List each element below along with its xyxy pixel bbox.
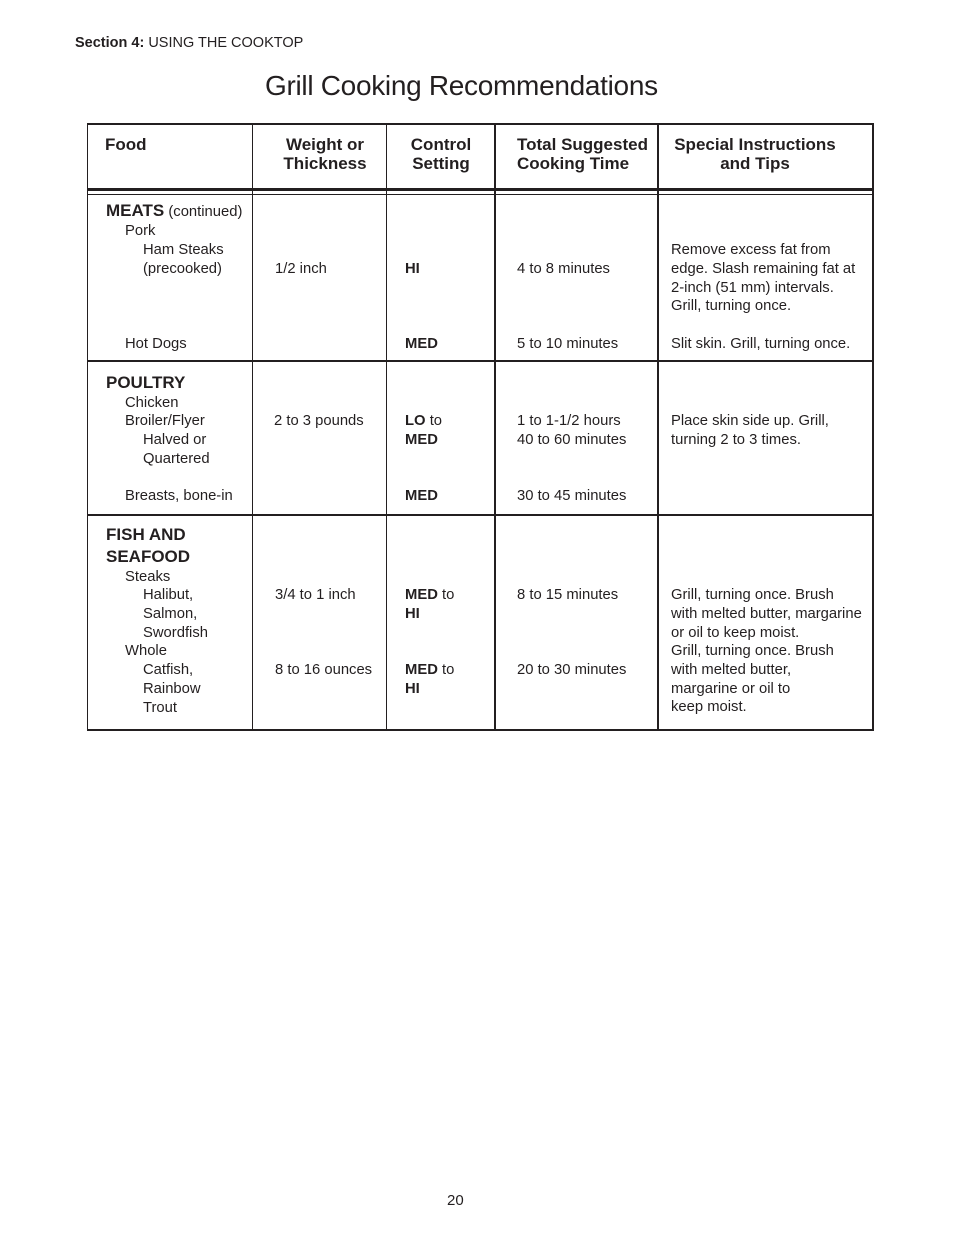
table-border-top bbox=[87, 123, 874, 125]
page-title: Grill Cooking Recommendations bbox=[265, 70, 658, 101]
food-hot-dogs: Hot Dogs bbox=[125, 336, 187, 352]
time-whole: 20 to 30 minutes bbox=[517, 662, 627, 678]
food-steaks-line-3: Salmon, bbox=[143, 605, 198, 622]
time-steaks: 8 to 15 minutes bbox=[517, 587, 619, 603]
col-divider-4 bbox=[657, 123, 659, 731]
tips-ham-line-4: Grill, turning once. bbox=[671, 298, 792, 315]
col-divider-2 bbox=[386, 123, 387, 731]
col-divider-3 bbox=[494, 123, 496, 731]
header-weight-line-2: Thickness bbox=[283, 153, 367, 173]
time-breasts: 30 to 45 minutes bbox=[517, 488, 627, 504]
time-chicken bbox=[517, 412, 626, 450]
header-rule-thick bbox=[87, 188, 874, 191]
category-fish-line-2: SEAFOOD bbox=[106, 547, 191, 566]
page-number: 20 bbox=[447, 1192, 464, 1209]
header-time bbox=[517, 136, 648, 173]
food-ham-line-1: Ham Steaks bbox=[143, 242, 224, 258]
food-whole-list bbox=[143, 661, 201, 717]
tips-chicken bbox=[671, 412, 829, 450]
header-control-line-1: Control bbox=[410, 135, 472, 154]
table-border-bottom bbox=[87, 729, 874, 731]
setting-hot-dogs: MED bbox=[405, 336, 438, 352]
tips-chicken-line-1: Place skin side up. Grill, bbox=[671, 413, 829, 429]
tips-chicken-line-2: turning 2 to 3 times. bbox=[671, 431, 801, 448]
food-steaks-label: Steaks bbox=[125, 569, 171, 585]
continued-label: (continued) bbox=[168, 204, 243, 220]
category-meats bbox=[106, 200, 242, 222]
col-divider-1 bbox=[252, 123, 253, 731]
setting-chicken bbox=[405, 412, 442, 450]
header-weight-line-1: Weight or bbox=[285, 135, 365, 154]
time-hot-dogs: 5 to 10 minutes bbox=[517, 336, 619, 352]
food-steaks-line-4: Swordfish bbox=[143, 624, 208, 641]
header-weight bbox=[264, 136, 386, 173]
time-chicken-line-1: 1 to 1-1/2 hours bbox=[517, 413, 621, 429]
col-border-right bbox=[872, 123, 874, 731]
food-chicken-line-4: Quartered bbox=[143, 450, 210, 467]
header-tips-line-1: Special Instructions bbox=[674, 135, 836, 154]
section-label: Section 4: bbox=[75, 35, 145, 51]
food-ham-steaks bbox=[143, 241, 224, 279]
food-chicken-line-3a: Halved or bbox=[143, 432, 207, 448]
tips-ham-line-1: Remove excess fat from bbox=[671, 242, 831, 258]
section-name: USING THE COOKTOP bbox=[148, 35, 304, 51]
category-fish-line-1: FISH AND bbox=[106, 525, 186, 544]
time-ham: 4 to 8 minutes bbox=[517, 261, 610, 277]
header-control-line-2: Setting bbox=[412, 153, 470, 173]
category-poultry: POULTRY bbox=[106, 373, 186, 392]
food-breasts: Breasts, bone-in bbox=[125, 488, 233, 504]
category-fish bbox=[106, 524, 190, 568]
setting-whole-low: MED bbox=[405, 662, 438, 678]
header-time-line-2: Cooking Time bbox=[517, 153, 630, 173]
food-chicken-line-2: Broiler/Flyer bbox=[125, 413, 205, 429]
food-whole-line-2: Catfish, bbox=[143, 662, 194, 678]
header-tips bbox=[660, 136, 850, 173]
tips-ham-line-2: edge. Slash remaining fat at bbox=[671, 260, 856, 277]
food-whole-line-4: Trout bbox=[143, 699, 177, 716]
food-chicken-line-3 bbox=[143, 431, 210, 469]
col-border-left bbox=[87, 123, 88, 731]
tips-whole-line-4: keep moist. bbox=[671, 699, 747, 716]
row-divider-poultry bbox=[87, 514, 874, 516]
tips-steaks-line-2: with melted butter, margarine bbox=[671, 605, 862, 622]
setting-whole bbox=[405, 661, 454, 699]
food-steaks-list bbox=[143, 586, 208, 642]
setting-steaks-low: MED bbox=[405, 587, 438, 603]
setting-ham: HI bbox=[405, 261, 420, 277]
tips-steaks-line-3: or oil to keep moist. bbox=[671, 624, 800, 641]
section-header bbox=[75, 35, 303, 51]
tips-whole bbox=[671, 642, 834, 717]
setting-chicken-low: LO bbox=[405, 413, 426, 429]
weight-whole: 8 to 16 ounces bbox=[275, 662, 373, 678]
setting-steaks-to: to bbox=[442, 587, 455, 603]
setting-whole-high: HI bbox=[405, 680, 420, 697]
setting-whole-to: to bbox=[442, 662, 455, 678]
tips-whole-line-2: with melted butter, bbox=[671, 661, 792, 678]
tips-steaks bbox=[671, 586, 862, 642]
row-divider-meats bbox=[87, 360, 874, 362]
tips-steaks-line-1: Grill, turning once. Brush bbox=[671, 587, 834, 603]
weight-chicken: 2 to 3 pounds bbox=[274, 413, 364, 429]
setting-chicken-to: to bbox=[429, 413, 443, 429]
header-time-line-1: Total Suggested bbox=[517, 135, 648, 154]
header-control bbox=[387, 136, 495, 173]
food-steaks-line-2: Halibut, bbox=[143, 587, 194, 603]
food-ham-line-2: (precooked) bbox=[143, 260, 222, 277]
tips-ham bbox=[671, 241, 855, 316]
weight-steaks: 3/4 to 1 inch bbox=[275, 587, 356, 603]
header-tips-line-2: and Tips bbox=[720, 153, 790, 173]
setting-breasts: MED bbox=[405, 488, 438, 504]
header-food: Food bbox=[105, 135, 147, 154]
header-rule-thin bbox=[87, 194, 874, 195]
tips-hot-dogs: Slit skin. Grill, turning once. bbox=[671, 336, 851, 352]
weight-ham: 1/2 inch bbox=[275, 261, 327, 277]
subcategory-pork: Pork bbox=[125, 223, 156, 239]
setting-chicken-high: MED bbox=[405, 431, 438, 448]
food-whole-label: Whole bbox=[125, 643, 167, 659]
food-whole-line-3: Rainbow bbox=[143, 680, 201, 697]
category-meats-label: MEATS bbox=[106, 201, 165, 220]
setting-steaks-high: HI bbox=[405, 605, 420, 622]
setting-steaks bbox=[405, 586, 454, 624]
time-chicken-line-2: 40 to 60 minutes bbox=[517, 431, 627, 448]
food-chicken-line-1: Chicken bbox=[125, 395, 179, 411]
tips-whole-line-3: margarine or oil to bbox=[671, 680, 791, 697]
tips-whole-line-1: Grill, turning once. Brush bbox=[671, 643, 834, 659]
tips-ham-line-3: 2-inch (51 mm) intervals. bbox=[671, 279, 834, 296]
